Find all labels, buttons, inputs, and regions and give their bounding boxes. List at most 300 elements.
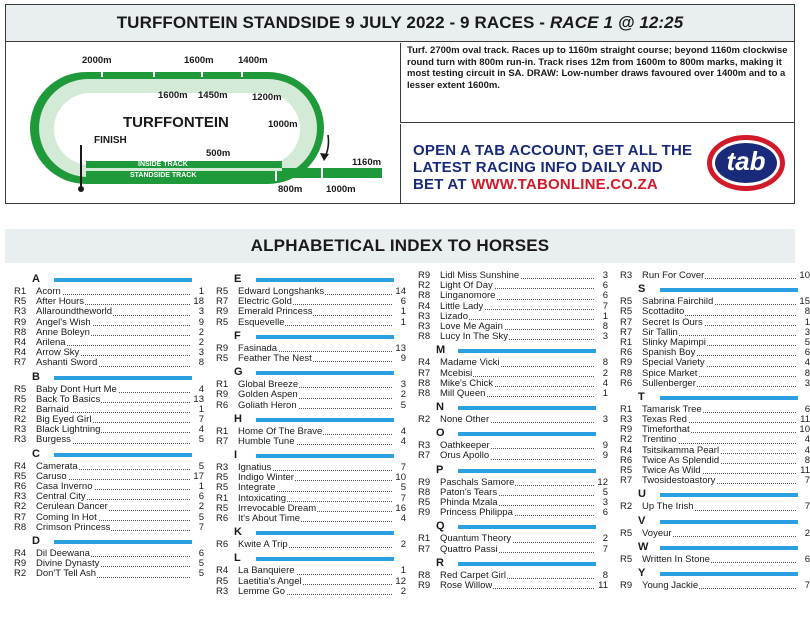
- horse-number: 14: [392, 287, 406, 297]
- dist-500: 500m: [206, 148, 231, 159]
- race-number: R1: [216, 492, 229, 504]
- race-time: RACE 1 @ 12:25: [550, 13, 684, 32]
- horse-name: Electric Gold: [238, 296, 292, 308]
- horse-number: 10: [796, 425, 810, 435]
- race-number: R8: [418, 387, 431, 399]
- horse-name: Kwite A Trip: [238, 539, 288, 551]
- horse-number: 3: [392, 380, 406, 390]
- letter-heading: [418, 401, 608, 415]
- letter-label: T: [638, 390, 645, 403]
- letter-label: A: [32, 273, 40, 285]
- horse-number: 11: [796, 466, 810, 476]
- horse-name: Fasinada: [238, 342, 278, 354]
- letter-label: Y: [638, 566, 646, 579]
- letter-heading: [620, 515, 810, 529]
- horse-name: Casa Inverno: [36, 481, 93, 492]
- race-number: R9: [14, 316, 27, 328]
- horse-name: Feather The Nest: [238, 352, 312, 364]
- horse-number: 4: [796, 435, 810, 445]
- horse-name: Voyeur: [642, 527, 672, 539]
- horse-number: 8: [796, 307, 810, 317]
- tab-advert[interactable]: [400, 124, 794, 203]
- race-number: R8: [14, 521, 27, 533]
- horse-name: Ignatius: [238, 462, 272, 474]
- title-text: TURFFONTEIN STANDSIDE 9 JULY 2022 - 9 RACES -: [116, 13, 546, 32]
- ad-line-3-prefix: BET AT: [413, 176, 472, 193]
- letter-label: C: [32, 447, 40, 460]
- track-diagram: [6, 43, 400, 203]
- race-number: R3: [620, 270, 633, 281]
- horse-number: 6: [594, 291, 608, 301]
- letter-heading: [418, 427, 608, 441]
- race-number: R9: [216, 389, 229, 401]
- horse-number: 13: [190, 395, 204, 405]
- horse-entry: [620, 529, 810, 539]
- horse-number: 6: [190, 492, 204, 502]
- index-title-text: ALPHABETICAL INDEX TO HORSES: [250, 236, 550, 255]
- horse-name: Arilena: [36, 336, 66, 348]
- horse-name: Oathkeeper: [440, 440, 490, 452]
- letter-label: G: [234, 366, 243, 379]
- dist-1600-inner: 1600m: [158, 90, 188, 101]
- letter-heading: [216, 330, 406, 344]
- horse-name: Spanish Boy: [642, 347, 696, 359]
- dist-2000: 2000m: [82, 55, 112, 66]
- race-number: R7: [418, 450, 431, 462]
- horse-number: 18: [190, 297, 204, 307]
- horse-name: Cerulean Dancer: [36, 501, 108, 513]
- horse-name: Quattro Passi: [440, 543, 498, 555]
- horse-name: Spice Market: [642, 367, 698, 379]
- letter-label: W: [638, 540, 649, 553]
- race-number: R1: [418, 533, 431, 545]
- horse-number: 8: [594, 322, 608, 332]
- letter-divider: [660, 493, 798, 497]
- letter-heading: [216, 366, 406, 380]
- horse-number: 1: [392, 318, 406, 328]
- race-number: R1: [14, 286, 27, 297]
- race-number: R3: [14, 491, 27, 503]
- horse-entry: [620, 502, 810, 512]
- race-number: R3: [14, 424, 27, 436]
- horse-name: Intoxicating: [238, 492, 287, 504]
- horse-number: 3: [796, 379, 810, 389]
- dist-800: 800m: [278, 184, 303, 195]
- horse-number: 6: [796, 348, 810, 358]
- horse-number: 6: [594, 508, 608, 518]
- horse-name: Texas Red: [642, 414, 687, 426]
- index-column-4: [620, 271, 810, 591]
- horse-number: 5: [190, 462, 204, 472]
- race-number: R8: [418, 377, 431, 389]
- letter-divider: [256, 454, 394, 458]
- horse-name: Little Lady: [440, 300, 484, 312]
- letter-heading: [14, 448, 204, 462]
- horse-name: Lidl Miss Sunshine: [440, 270, 520, 281]
- dist-1450: 1450m: [198, 90, 228, 101]
- race-number: R6: [216, 539, 229, 551]
- horse-number: 7: [796, 502, 810, 512]
- horse-number: 3: [190, 307, 204, 317]
- horse-name: Written In Stone: [642, 553, 710, 565]
- horse-entry: [14, 435, 204, 445]
- horse-number: 5: [190, 513, 204, 523]
- race-number: R5: [620, 527, 633, 539]
- horse-entry: [418, 389, 608, 399]
- letter-divider: [660, 520, 798, 524]
- horse-name: Dil Deewana: [36, 547, 90, 559]
- race-number: R7: [418, 367, 431, 379]
- horse-name: Mcebisi: [440, 367, 473, 379]
- horse-name: Scottadito: [642, 306, 685, 318]
- letter-label: P: [436, 463, 444, 476]
- horse-number: 10: [796, 271, 810, 281]
- horse-number: 7: [190, 523, 204, 533]
- horse-number: 1: [594, 389, 608, 399]
- horse-name: Twosidestoastory: [642, 475, 716, 487]
- letter-divider: [256, 531, 394, 535]
- horse-number: 10: [392, 473, 406, 483]
- horse-name: Mike's Chick: [440, 377, 494, 389]
- horse-number: 16: [392, 504, 406, 514]
- race-number: R5: [620, 465, 633, 476]
- horse-entry: [216, 318, 406, 328]
- letter-divider: [256, 278, 394, 282]
- horse-entry: [216, 514, 406, 524]
- horse-number: 7: [796, 476, 810, 486]
- race-number: R4: [216, 565, 229, 577]
- race-number: R5: [620, 296, 633, 308]
- letter-label: H: [234, 412, 242, 425]
- horse-entry: [418, 332, 608, 342]
- horse-number: 6: [190, 549, 204, 559]
- horse-number: 2: [190, 338, 204, 348]
- letter-heading: [620, 488, 810, 502]
- race-number: R8: [418, 290, 431, 302]
- horse-number: 2: [392, 540, 406, 550]
- race-number: R9: [418, 507, 431, 519]
- race-number: R1: [216, 425, 229, 437]
- letter-heading: [620, 567, 810, 581]
- race-number: R9: [418, 270, 431, 281]
- letter-heading: [14, 371, 204, 385]
- letter-divider: [458, 469, 596, 473]
- horse-name: Timeforthat: [642, 424, 690, 436]
- race-number: R9: [14, 558, 27, 570]
- race-number: R9: [620, 424, 633, 436]
- ad-url[interactable]: WWW.TABONLINE.CO.ZA: [471, 176, 658, 193]
- horse-name: Back To Basics: [36, 393, 101, 405]
- race-number: R4: [14, 460, 27, 472]
- horse-name: It's About Time: [238, 513, 301, 524]
- horse-name: Trentino: [642, 434, 677, 446]
- index-column-3: [418, 271, 608, 591]
- horse-number: 5: [796, 338, 810, 348]
- horse-number: 7: [594, 545, 608, 555]
- horse-name: Slinky Mapimpi: [642, 336, 706, 348]
- letter-label: D: [32, 534, 40, 547]
- horse-number: 12: [594, 478, 608, 488]
- horse-name: Lemme Go: [238, 585, 285, 597]
- letter-divider: [458, 349, 596, 353]
- horse-number: 3: [594, 498, 608, 508]
- horse-entry: [418, 581, 608, 591]
- letter-heading: [418, 520, 608, 534]
- horse-number: 17: [190, 472, 204, 482]
- dist-1160: 1160m: [352, 157, 382, 168]
- horse-number: 4: [190, 425, 204, 435]
- horse-name: Burgess: [36, 434, 71, 446]
- horse-entry: [14, 358, 204, 368]
- horse-number: 2: [594, 369, 608, 379]
- race-number: R4: [418, 357, 431, 369]
- horse-number: 7: [796, 581, 810, 591]
- horse-name: Light Of Day: [440, 280, 493, 292]
- horse-name: Paton's Tears: [440, 486, 498, 498]
- letter-divider: [256, 557, 394, 561]
- horse-number: 8: [190, 358, 204, 368]
- horse-entry: [418, 545, 608, 555]
- index-column-2: [216, 271, 406, 597]
- horse-entry: [620, 271, 810, 281]
- race-number: R2: [620, 434, 633, 446]
- race-number: R8: [14, 326, 27, 338]
- horse-number: 8: [796, 456, 810, 466]
- letter-label: N: [436, 401, 444, 414]
- horse-name: Sabrina Fairchild: [642, 296, 714, 308]
- race-number: R9: [418, 476, 431, 488]
- letter-divider: [660, 396, 798, 400]
- letter-heading: [216, 552, 406, 566]
- horse-number: 2: [190, 502, 204, 512]
- race-number: R9: [216, 306, 229, 318]
- horse-number: 2: [796, 529, 810, 539]
- race-number: R4: [14, 347, 27, 359]
- horse-name: Anne Boleyn: [36, 326, 90, 338]
- letter-divider: [458, 406, 596, 410]
- horse-entry: [620, 476, 810, 486]
- race-number: R5: [14, 393, 27, 405]
- horse-number: 7: [392, 463, 406, 473]
- horse-name: Crimson Princess: [36, 521, 111, 533]
- race-number: R8: [418, 569, 431, 581]
- horse-number: 3: [594, 332, 608, 342]
- race-number: R2: [418, 280, 431, 292]
- race-number: R3: [14, 434, 27, 446]
- horse-number: 5: [190, 435, 204, 445]
- race-number: R9: [620, 579, 633, 591]
- horse-name: Lucy In The Sky: [440, 331, 508, 343]
- tab-logo-text: tab: [726, 146, 766, 176]
- race-number: R5: [216, 352, 229, 364]
- horse-number: 4: [392, 514, 406, 524]
- horse-name: Baby Dont Hurt Me: [36, 383, 117, 395]
- inside-track-label: INSIDE TRACK: [138, 161, 188, 168]
- race-number: R3: [216, 462, 229, 474]
- horse-entry: [216, 587, 406, 597]
- letter-label: I: [234, 449, 238, 462]
- horse-number: 3: [190, 348, 204, 358]
- horse-number: 5: [190, 569, 204, 579]
- race-number: R5: [216, 472, 229, 484]
- horse-name: Caruso: [36, 470, 67, 482]
- race-number: R2: [14, 403, 27, 415]
- horse-name: Phinda Mzala: [440, 497, 498, 508]
- horse-name: Home Of The Brave: [238, 425, 323, 437]
- horse-name: Edward Longshanks: [238, 286, 325, 297]
- horse-name: Esquevelle: [238, 316, 285, 328]
- horse-name: Lizado: [440, 310, 468, 322]
- race-number: R7: [620, 326, 633, 338]
- letter-label: F: [234, 329, 241, 342]
- letter-heading: [14, 535, 204, 549]
- index-column-1: [14, 271, 204, 580]
- horse-number: 7: [594, 302, 608, 312]
- horse-name: Run For Cover: [642, 270, 705, 281]
- horse-number: 2: [190, 328, 204, 338]
- horse-number: 2: [594, 534, 608, 544]
- horse-number: 4: [594, 379, 608, 389]
- horse-name: Allaroundtheworld: [36, 306, 113, 318]
- race-number: R1: [620, 403, 633, 415]
- horse-number: 3: [594, 271, 608, 281]
- letter-label: S: [638, 283, 646, 296]
- horse-number: 5: [392, 483, 406, 493]
- horse-number: 4: [796, 358, 810, 368]
- letter-divider: [660, 546, 798, 550]
- horse-number: 6: [392, 297, 406, 307]
- race-number: R3: [418, 320, 431, 332]
- horse-name: Secret Is Ours: [642, 316, 703, 328]
- race-number: R9: [620, 357, 633, 369]
- ad-line-2: LATEST RACING INFO DAILY AND: [413, 159, 663, 176]
- horse-number: 13: [392, 344, 406, 354]
- horse-number: 2: [392, 390, 406, 400]
- horse-number: 5: [392, 401, 406, 411]
- horse-name: Global Breeze: [238, 379, 299, 391]
- dist-1000-inner: 1000m: [268, 119, 298, 130]
- letter-divider: [458, 432, 596, 436]
- horse-name: La Banquiere: [238, 565, 295, 577]
- letter-divider: [54, 278, 192, 282]
- race-number: R7: [620, 475, 633, 487]
- letter-label: M: [436, 344, 446, 357]
- horse-entry: [620, 555, 810, 565]
- race-number: R2: [14, 501, 27, 513]
- horse-number: 5: [190, 559, 204, 569]
- horse-number: 7: [190, 415, 204, 425]
- horse-name: Camerata: [36, 460, 78, 472]
- horse-number: 2: [392, 587, 406, 597]
- horse-name: Golden Aspen: [238, 389, 298, 401]
- horse-number: 8: [796, 369, 810, 379]
- horse-name: Ashanti Sword: [36, 357, 98, 369]
- horse-name: Don'T Tell Ash: [36, 568, 97, 580]
- race-number: R6: [14, 481, 27, 492]
- horse-entry: [620, 358, 810, 368]
- horse-entry: [14, 569, 204, 579]
- race-number: R5: [14, 383, 27, 395]
- race-number: R7: [620, 316, 633, 328]
- letter-heading: [418, 344, 608, 358]
- letter-divider: [256, 335, 394, 339]
- letter-divider: [54, 540, 192, 544]
- letter-heading: [418, 557, 608, 571]
- race-number: R5: [418, 497, 431, 508]
- horse-name: Central City: [36, 491, 86, 503]
- letter-label: V: [638, 514, 646, 527]
- letter-divider: [54, 376, 192, 380]
- horse-name: Irrevocable Dream: [238, 502, 317, 514]
- race-number: R3: [418, 440, 431, 452]
- race-number: R8: [620, 367, 633, 379]
- horse-name: After Hours: [36, 296, 85, 308]
- race-number: R4: [14, 547, 27, 559]
- letter-heading: [14, 273, 204, 287]
- race-number: R5: [216, 482, 229, 494]
- horse-number: 9: [392, 354, 406, 364]
- horse-name: Tsitsikamma Pearl: [642, 444, 720, 456]
- letter-heading: [620, 391, 810, 405]
- horse-name: Laetitia's Angel: [238, 575, 302, 587]
- letter-heading: [216, 273, 406, 287]
- horse-number: 15: [796, 297, 810, 307]
- dist-1600-top: 1600m: [184, 55, 214, 66]
- race-number: R7: [216, 296, 229, 308]
- letter-divider: [256, 418, 394, 422]
- race-number: R7: [216, 435, 229, 447]
- horse-name: Angel's Wish: [36, 316, 91, 328]
- race-number: R4: [418, 300, 431, 312]
- letter-divider: [660, 288, 798, 292]
- track-info: [400, 43, 794, 123]
- race-number: R5: [216, 575, 229, 587]
- horse-name: Sir Tallin: [642, 326, 678, 338]
- race-number: R7: [418, 543, 431, 555]
- race-number: R5: [216, 286, 229, 297]
- horse-name: Arrow Sky: [36, 347, 80, 359]
- horse-name: Black Lightning: [36, 424, 101, 436]
- dist-1400: 1400m: [238, 55, 268, 66]
- horse-entry: [418, 508, 608, 518]
- horse-entry: [216, 354, 406, 364]
- race-number: R5: [14, 470, 27, 482]
- race-number: R2: [14, 414, 27, 426]
- ad-line-3: [413, 176, 658, 193]
- horse-name: Indigo Winter: [238, 472, 294, 484]
- horse-number: 6: [796, 555, 810, 565]
- horse-entry: [620, 379, 810, 389]
- horse-number: 1: [190, 287, 204, 297]
- dist-1200: 1200m: [252, 92, 282, 103]
- race-number: R4: [620, 444, 633, 456]
- letter-divider: [256, 371, 394, 375]
- horse-number: 9: [594, 451, 608, 461]
- horse-number: 12: [392, 577, 406, 587]
- race-number: R5: [620, 553, 633, 565]
- letter-heading: [620, 283, 810, 297]
- race-number: R3: [216, 585, 229, 597]
- standside-track-label: STANDSIDE TRACK: [130, 172, 197, 179]
- horse-number: 1: [594, 312, 608, 322]
- horse-number: 4: [392, 427, 406, 437]
- horse-name: Twice As Splendid: [642, 454, 720, 466]
- race-number: R8: [418, 486, 431, 498]
- horse-name: Goliath Heron: [238, 399, 297, 411]
- horse-name: Big Eyed Girl: [36, 414, 92, 426]
- horse-name: Young Jackie: [642, 579, 699, 591]
- horse-number: 11: [594, 581, 608, 591]
